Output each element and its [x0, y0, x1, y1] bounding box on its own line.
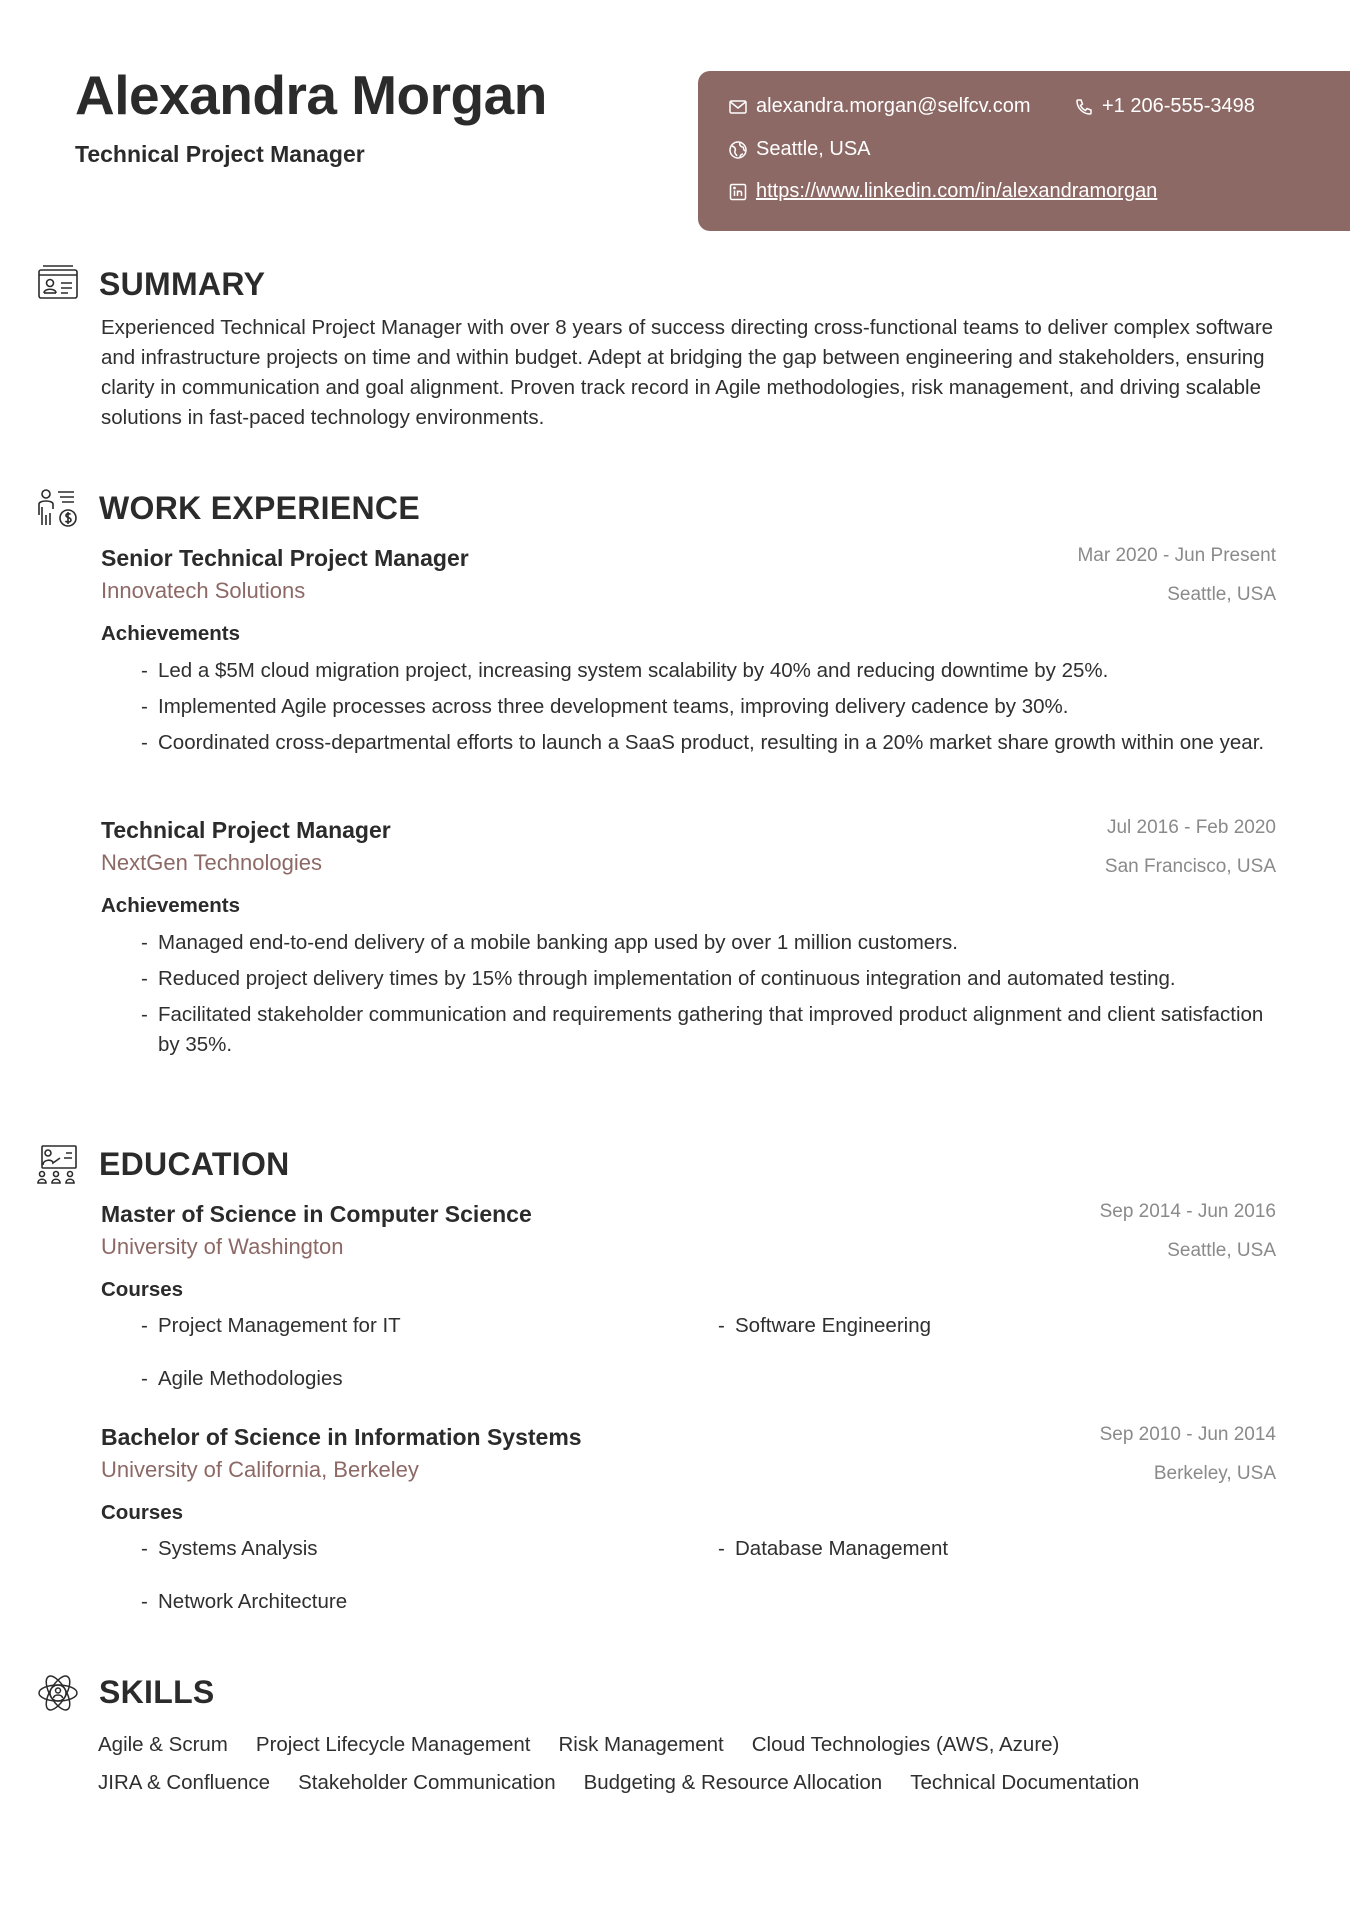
skills-heading: SKILLS — [99, 1674, 215, 1710]
course-item: - Agile Methodologies — [141, 1364, 718, 1394]
education-location: Berkeley, USA — [1153, 1463, 1276, 1484]
atom-person-icon — [36, 1671, 80, 1715]
skill-item: Stakeholder Communication — [298, 1771, 556, 1794]
contact-box — [698, 71, 1350, 231]
job-entry — [101, 817, 1276, 1097]
achievement-item: - Facilitated stakeholder communication and requirements gathering that improved product alignment and client satisfaction by 35%. — [141, 1000, 1276, 1060]
school-name: University of California, Berkeley — [101, 1457, 419, 1482]
envelope-icon — [728, 97, 748, 117]
achievements-heading: Achievements — [101, 622, 241, 645]
course-item: - Project Management for IT — [141, 1311, 718, 1341]
job-company: NextGen Technologies — [101, 850, 322, 875]
courses-list — [141, 1311, 1276, 1394]
achievement-item: - Coordinated cross-departmental efforts to launch a SaaS product, resulting in a 20% market share growth within one year. — [141, 728, 1276, 758]
education-dates: Sep 2014 - Jun 2016 — [1099, 1201, 1276, 1222]
contact-email-text: alexandra.morgan@selfcv.com — [756, 95, 1031, 117]
linkedin-icon — [728, 182, 748, 202]
job-dates: Jul 2016 - Feb 2020 — [1106, 817, 1276, 838]
skills-list — [98, 1730, 1328, 1806]
skill-item: Agile & Scrum — [98, 1733, 228, 1756]
employee-salary-icon — [36, 487, 80, 531]
candidate-name: Alexandra Morgan — [75, 64, 547, 126]
contact-location-text: Seattle, USA — [756, 138, 871, 160]
job-entry — [101, 545, 1276, 795]
course-item: - Database Management — [718, 1534, 1276, 1564]
skill-item: Cloud Technologies (AWS, Azure) — [751, 1733, 1060, 1756]
achievement-item: - Implemented Agile processes across three development teams, improving delivery cadence by 30%. — [141, 692, 1276, 722]
contact-linkedin[interactable] — [728, 180, 1157, 203]
skills-row — [98, 1768, 1328, 1798]
summary-section — [101, 313, 1276, 433]
courses-heading: Courses — [101, 1278, 184, 1301]
phone-icon — [1074, 97, 1094, 117]
courses-heading: Courses — [101, 1501, 184, 1524]
achievement-item: - Reduced project delivery times by 15% through implementation of continuous integration and automated testing. — [141, 964, 1276, 994]
candidate-role: Technical Project Manager — [75, 141, 365, 167]
courses-list — [141, 1534, 1276, 1617]
course-item: - Network Architecture — [141, 1587, 718, 1617]
degree-title: Master of Science in Computer Science — [101, 1201, 532, 1227]
degree-title: Bachelor of Science in Information Systems — [101, 1424, 582, 1450]
skill-item: Budgeting & Resource Allocation — [583, 1771, 883, 1794]
skill-item: Project Lifecycle Management — [255, 1733, 531, 1756]
globe-icon — [728, 140, 748, 160]
job-location: Seattle, USA — [1167, 584, 1276, 605]
education-heading: EDUCATION — [99, 1146, 290, 1182]
skill-item: Risk Management — [558, 1733, 724, 1756]
skill-item: Technical Documentation — [910, 1771, 1140, 1794]
achievements-list — [141, 928, 1276, 1066]
contact-email[interactable] — [728, 95, 1031, 118]
education-entry — [101, 1424, 1276, 1624]
skills-row — [98, 1730, 1328, 1760]
job-dates: Mar 2020 - Jun Present — [1077, 545, 1276, 566]
summary-text: Experienced Technical Project Manager with over 8 years of success directing cross-functional teams to deliver complex software and infrastructure projects on time and within budget. Adept at bridging the gap between engineering and stakeholders, ensuring clarity in communication and goal alignment. Proven track record in Agile methodologies, risk management, and driving scalable solutions in fast-paced technology environments. — [101, 316, 1274, 429]
classroom-icon — [36, 1143, 80, 1187]
education-location: Seattle, USA — [1167, 1240, 1276, 1261]
job-location: San Francisco, USA — [1104, 856, 1276, 877]
course-item: - Software Engineering — [718, 1311, 1276, 1341]
summary-heading: SUMMARY — [99, 266, 266, 302]
achievements-list — [141, 656, 1276, 764]
school-name: University of Washington — [101, 1234, 344, 1259]
profile-card-icon — [36, 261, 80, 305]
contact-linkedin-link[interactable]: https://www.linkedin.com/in/alexandramorgan — [756, 180, 1158, 202]
experience-heading: WORK EXPERIENCE — [99, 490, 420, 526]
achievement-item: - Managed end-to-end delivery of a mobile banking app used by over 1 million customers. — [141, 928, 1276, 958]
course-item: - Systems Analysis — [141, 1534, 718, 1564]
job-title: Technical Project Manager — [101, 817, 391, 843]
achievements-heading: Achievements — [101, 894, 241, 917]
contact-phone[interactable] — [1074, 95, 1255, 118]
job-title: Senior Technical Project Manager — [101, 545, 469, 571]
education-dates: Sep 2010 - Jun 2014 — [1099, 1424, 1276, 1445]
contact-location — [728, 138, 871, 161]
achievement-item: - Led a $5M cloud migration project, increasing system scalability by 40% and reducing downtime by 25%. — [141, 656, 1276, 686]
contact-phone-text: +1 206-555-3498 — [1102, 95, 1255, 117]
job-company: Innovatech Solutions — [101, 578, 306, 603]
skill-item: JIRA & Confluence — [98, 1771, 271, 1794]
education-entry — [101, 1201, 1276, 1401]
